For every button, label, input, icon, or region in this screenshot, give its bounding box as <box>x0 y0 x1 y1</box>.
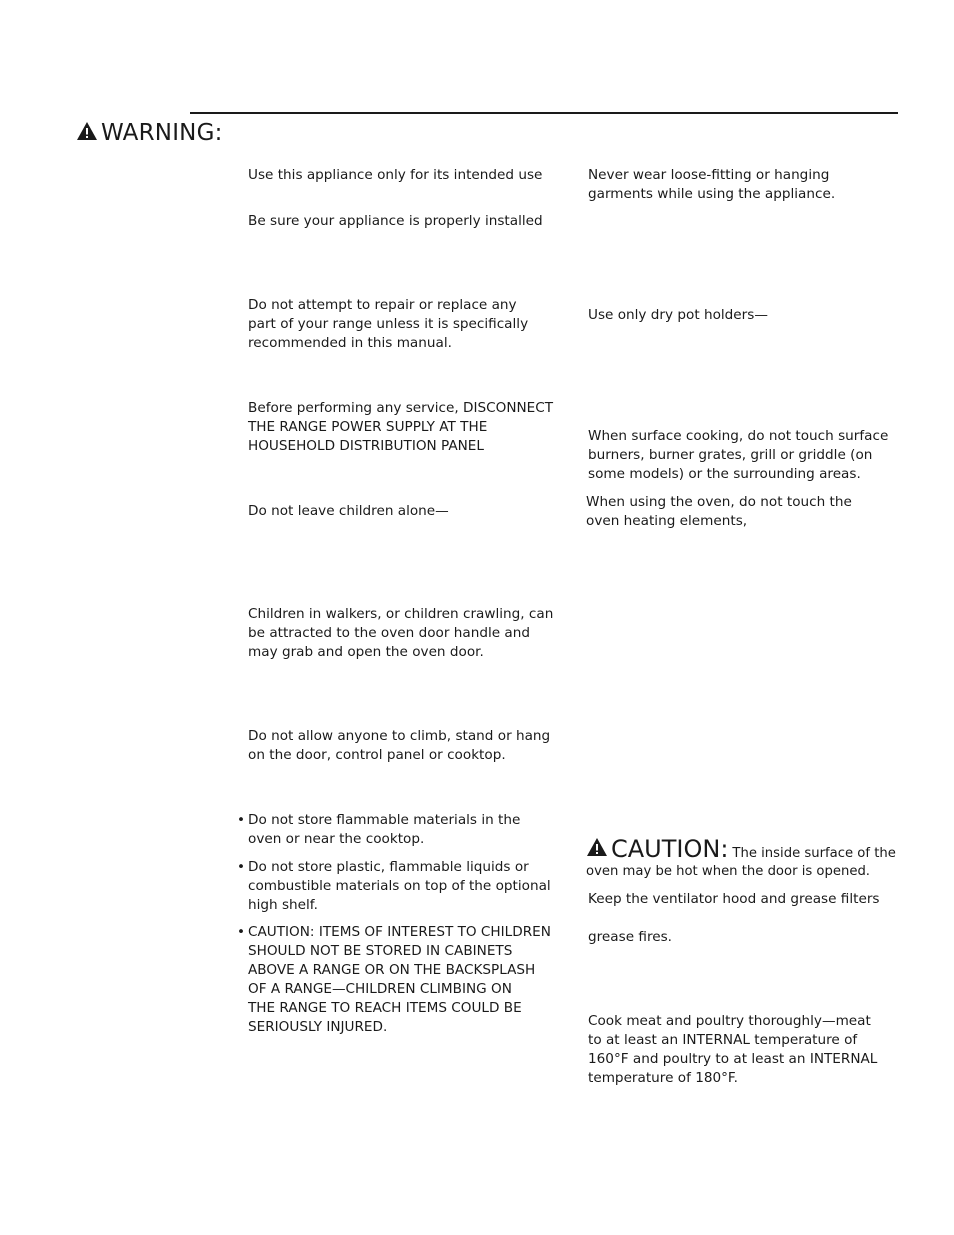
warning-triangle-icon <box>586 837 608 861</box>
header-rule <box>190 112 898 114</box>
surface-cooking-text: When surface cooking, do not touch surface burners, burner grates, grill or griddle (on some models) or the surrounding areas. <box>588 428 889 482</box>
children-walkers-text: Children in walkers, or children crawling, can be attracted to the oven door handle and may grab and open the oven door. <box>248 606 554 660</box>
disconnect-power-text: Before performing any service, DISCONNECT THE RANGE POWER SUPPLY AT THE HOUSEHOLD DISTRIBUTION PANEL <box>248 400 554 454</box>
repair-warning-text: Do not attempt to repair or replace any part of your range unless it is specifically recommended in this manual. <box>248 297 529 351</box>
bullet-marker: • <box>237 924 246 940</box>
caution-heading <box>586 835 896 863</box>
caution-label: CAUTION: <box>611 835 729 863</box>
bullet-plastic: Do not store plastic, flammable liquids or combustible materials on top of the optional high shelf. <box>248 859 551 913</box>
bullet-flammable: Do not store flammable materials in the oven or near the cooktop. <box>248 812 521 847</box>
warning-triangle-icon <box>76 121 98 145</box>
intended-use-text: Use this appliance only for its intended use <box>248 167 543 183</box>
bullet-caution-children: CAUTION: ITEMS OF INTEREST TO CHILDREN SHOULD NOT BE STORED IN CABINETS ABOVE A RANGE OR ON THE BACKSPLASH OF A RANGE—CHILDREN CLIMBING ON THE RANGE TO REACH ITEMS COULD BE SERIOUSLY INJURED. <box>248 924 551 1035</box>
bullet-marker: • <box>237 812 246 828</box>
warning-label: WARNING: <box>101 120 223 146</box>
no-climbing-text: Do not allow anyone to climb, stand or hang on the door, control panel or cooktop. <box>248 728 551 763</box>
warning-heading <box>76 120 223 146</box>
cook-meat-text: Cook meat and poultry thoroughly—meat to at least an INTERNAL temperature of 160°F and poultry to at least an INTERNAL temperature of 180°F. <box>588 1013 878 1086</box>
children-alone-text: Do not leave children alone— <box>248 503 449 519</box>
pot-holders-text: Use only dry pot holders— <box>588 307 768 323</box>
proper-install-text: Be sure your appliance is properly installed <box>248 213 543 229</box>
loose-garments-text: Never wear loose-fitting or hanging garments while using the appliance. <box>588 167 836 202</box>
caution-text-line2: oven may be hot when the door is opened. <box>586 864 871 879</box>
caution-text-line1: The inside surface of the <box>732 845 896 861</box>
grease-fires-text: grease fires. <box>588 929 672 945</box>
oven-elements-text: When using the oven, do not touch the oven heating elements, <box>586 494 852 529</box>
ventilator-hood-text: Keep the ventilator hood and grease filters <box>588 891 880 907</box>
bullet-marker: • <box>237 859 246 875</box>
